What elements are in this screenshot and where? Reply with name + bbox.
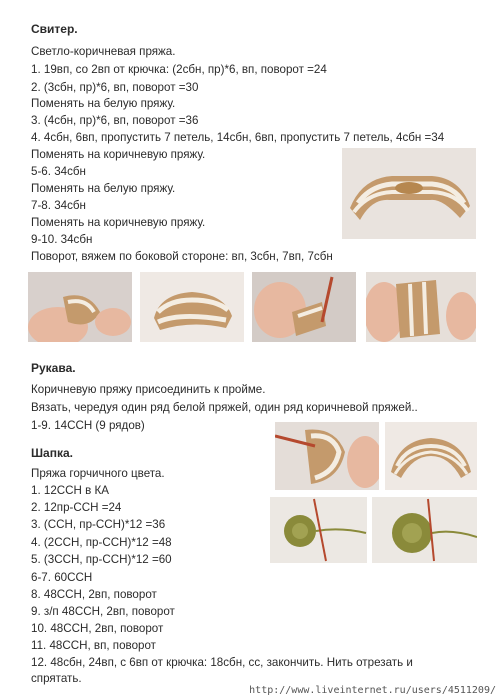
source-url: http://www.liveinternet.ru/users/4511209/ <box>249 685 496 696</box>
process-photo-1 <box>28 272 132 342</box>
sweater-yoke-photo <box>342 148 476 239</box>
sweater-line: Поворот, вяжем по боковой стороне: вп, 3сбн, 7вп, 7сбн <box>31 250 333 263</box>
sweater-line: Поменять на белую пряжу. <box>31 97 176 110</box>
process-photo-3 <box>252 272 356 342</box>
process-photo-2 <box>140 272 244 342</box>
sweater-line: Поменять на белую пряжу. <box>31 182 176 195</box>
sleeves-line: Вязать, чередуя один ряд белой пряжей, один ряд коричневой пряжей.. <box>31 401 418 414</box>
sleeve-photo-1 <box>275 422 379 490</box>
sweater-line: Поменять на коричневую пряжу. <box>31 216 206 229</box>
hat-line: 8. 48ССН, 2вп, поворот <box>31 588 157 601</box>
hat-line: спрятать. <box>31 672 82 685</box>
sweater-line: Поменять на коричневую пряжу. <box>31 148 206 161</box>
hat-line: 11. 48ССН, вп, поворот <box>31 639 156 652</box>
hat-line: 12. 48сбн, 24вп, с 6вп от крючка: 18сбн, сс, закончить. Нить отрезать и <box>31 656 413 669</box>
sleeves-heading: Рукава. <box>31 361 76 375</box>
hat-photo-1 <box>270 497 367 563</box>
sweater-line: 9-10. 34сбн <box>31 233 93 246</box>
sweater-line: Светло-коричневая пряжа. <box>31 45 176 58</box>
hat-line: Пряжа горчичного цвета. <box>31 467 165 480</box>
sweater-line: 4. 4сбн, 6вп, пропустить 7 петель, 14сбн, 6вп, пропустить 7 петель, 4сбн =34 <box>31 131 445 144</box>
sweater-line: 3. (4сбн, пр)*6, вп, поворот =36 <box>31 114 199 127</box>
hat-heading: Шапка. <box>31 446 73 460</box>
hat-line: 9. з/п 48ССН, 2вп, поворот <box>31 605 175 618</box>
sleeve-photo-2 <box>385 422 477 490</box>
sweater-line: 1. 19вп, со 2вп от крючка: (2сбн, пр)*6, вп, поворот =24 <box>31 63 327 76</box>
sweater-line: 5-6. 34сбн <box>31 165 86 178</box>
hat-line: 2. 12пр-ССН =24 <box>31 501 122 514</box>
hat-line: 5. (3ССН, пр-ССН)*12 =60 <box>31 553 172 566</box>
sleeves-line: Коричневую пряжу присоединить к пройме. <box>31 383 266 396</box>
hat-line: 3. (ССН, пр-ССН)*12 =36 <box>31 518 166 531</box>
process-photo-4 <box>366 272 476 342</box>
sweater-line: 7-8. 34сбн <box>31 199 86 212</box>
hat-line: 4. (2ССН, пр-ССН)*12 =48 <box>31 536 172 549</box>
hat-line: 6-7. 60ССН <box>31 571 93 584</box>
sweater-heading: Свитер. <box>31 22 78 36</box>
hat-photo-2 <box>372 497 477 563</box>
sleeves-line: 1-9. 14ССН (9 рядов) <box>31 419 145 432</box>
hat-line: 10. 48ССН, 2вп, поворот <box>31 622 164 635</box>
hat-line: 1. 12ССН в КА <box>31 484 109 497</box>
sweater-line: 2. (3сбн, пр)*6, вп, поворот =30 <box>31 81 199 94</box>
